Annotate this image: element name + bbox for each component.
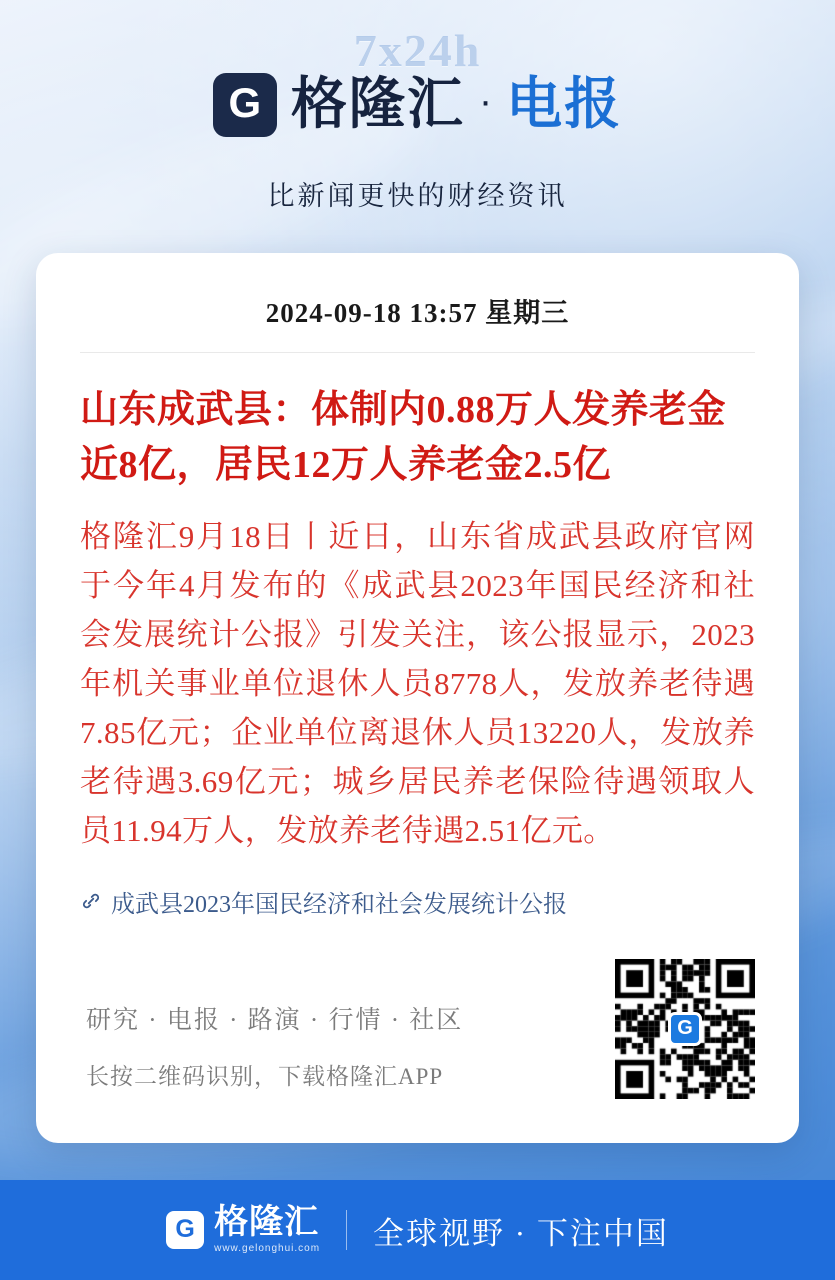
source-link-label[interactable]: 成武县2023年国民经济和社会发展统计公报	[111, 891, 567, 918]
qr-center-logo-icon	[668, 1012, 702, 1046]
watermark-text: 7x24h	[353, 25, 482, 76]
qr-code[interactable]	[615, 959, 755, 1099]
bottom-slogan: 全球视野 · 下注中国	[373, 1215, 669, 1251]
gelonghui-logo-icon-small	[166, 1211, 204, 1249]
bottom-brand-url: www.gelonghui.com	[214, 1243, 321, 1254]
bottom-bar-divider	[346, 1210, 347, 1250]
news-card	[36, 253, 799, 1143]
news-body: 格隆汇9月18日丨近日，山东省成武县政府官网于今年4月发布的《成武县2023年国民经济和社会发展统计公报》引发关注，该公报显示，2023年机关事业单位退休人员8778人，发放养老待遇7.85亿元；企业单位离退休人员13220人，发放养老待遇3.69亿元；城乡居民养老保险待遇领取人员11.94万人，发放养老待遇2.51亿元。	[80, 519, 755, 848]
card-footer-texts	[80, 1000, 463, 1099]
bottom-logo-letter: G	[175, 1214, 195, 1243]
publish-datetime: 2024-09-18 13:57 星期三	[80, 291, 755, 353]
card-footer	[80, 959, 755, 1099]
poster-header	[0, 0, 835, 213]
link-icon	[80, 890, 102, 912]
bottom-brand-name: 格隆汇	[214, 1204, 320, 1241]
brand-subtitle: 电报	[506, 74, 623, 136]
bottom-bar	[0, 1180, 835, 1280]
logo-letter: G	[228, 79, 262, 126]
footer-hint: 长按二维码识别，下载格隆汇APP	[86, 1064, 444, 1089]
brand-row	[0, 66, 835, 144]
gelonghui-logo-icon	[213, 73, 277, 137]
bottom-bar-logo	[166, 1206, 320, 1254]
news-headline: 山东成武县：体制内0.88万人发养老金近8亿，居民12万人养老金2.5亿	[80, 389, 727, 487]
qr-center-letter: G	[677, 1017, 693, 1039]
source-link-row[interactable]	[80, 884, 755, 919]
footer-nav: 研究 · 电报 · 路演 · 行情 · 社区	[86, 1007, 464, 1034]
brand-separator-dot: ·	[478, 79, 493, 123]
tagline: 比新闻更快的财经资讯	[267, 181, 568, 211]
brand-name: 格隆汇	[290, 74, 465, 136]
